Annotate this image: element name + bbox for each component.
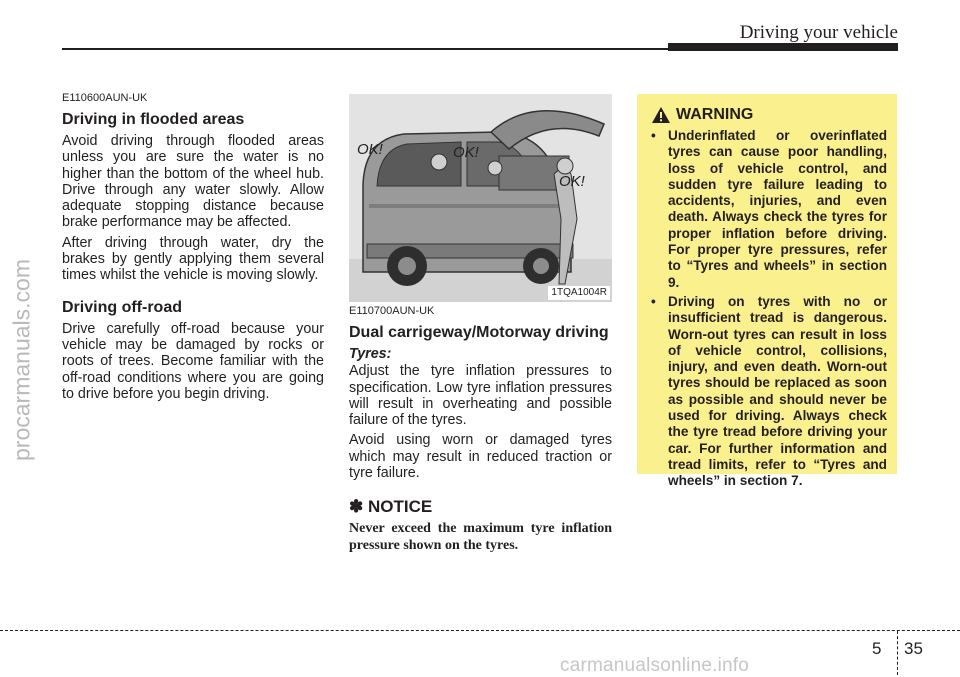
illustration-tyre-check: [349, 94, 612, 302]
heading-off-road: Driving off-road: [62, 298, 182, 316]
paragraph: Drive carefully off-road because your vehicle may be damaged by rocks or roots of trees. Become familiar with the off-road conditions where you are going to drive before you begin driving.: [62, 320, 324, 402]
ok-label: OK!: [559, 173, 585, 190]
section-code: E110700AUN-UK: [349, 305, 435, 317]
heading-motorway-driving: Dual carrigeway/Motorway driving: [349, 324, 609, 341]
notice-title: ✽ NOTICE: [349, 497, 433, 517]
notice-text: Never exceed the maximum tyre inflation pressure shown on the tyres.: [349, 520, 612, 553]
warning-item-text: Driving on tyres with no or insufficient tread is dangerous. Worn-out tyres can result in loss of vehicle control, collisions, injury, and even death. Worn-out tyres should be replaced as soon as possible and should never be used for driving. Always check the tyre tread before driving your car. For further information and tread limits, refer to “Tyres and wheels” in section 7.: [668, 293, 887, 489]
ok-label: OK!: [453, 144, 479, 161]
warning-box: [637, 94, 897, 489]
bullet-icon: •: [651, 128, 656, 143]
header-rule-bar: [668, 43, 898, 51]
warning-item: [649, 294, 887, 490]
chapter-number: 5: [872, 639, 882, 658]
warning-list: [649, 128, 887, 490]
paragraph: Avoid using worn or damaged tyres which may result in reduced traction or tyre failure.: [349, 432, 612, 482]
figure-code: 1TQA1004R: [548, 286, 610, 300]
header-rule: [62, 48, 672, 50]
footer-rule: [0, 630, 960, 631]
header-title: Driving your vehicle: [739, 22, 898, 43]
warning-triangle-icon: [652, 107, 670, 123]
heading-flooded-areas: Driving in flooded areas: [62, 111, 245, 128]
warning-title: WARNING: [676, 106, 754, 123]
watermark-bottom: carmanualsonline.info: [560, 655, 750, 676]
column-motorway: [349, 305, 612, 554]
bullet-icon: •: [651, 293, 656, 309]
warning-item-text: Underinflated or overinflated tyres can cause poor handling, loss of vehicle control, and sudden tyre failure leading to accidents, injuries, and even death. Always check the tyres for proper inflation before driving. For proper tyre pressures, refer to “Tyres and wheels” in section 9.: [668, 128, 887, 290]
page-number: 35: [904, 639, 923, 658]
subheading-tyres: Tyres:: [349, 346, 392, 362]
watermark-left: procarmanuals.com: [8, 259, 35, 461]
van-illustration: [349, 94, 612, 302]
column-flooded-offroad: [62, 92, 324, 406]
ok-label: OK!: [357, 141, 383, 158]
page-number-separator: [897, 631, 898, 675]
paragraph: Avoid driving through flooded areas unless you are sure the water is no higher than the bottom of the wheel hub. Drive through any water slowly. Allow adequate stopping distance because brake performance may be affected.: [62, 133, 324, 231]
paragraph: After driving through water, dry the brakes by gently applying them several times whilst the vehicle is moving slowly.: [62, 234, 324, 284]
section-code: E110600AUN-UK: [62, 92, 148, 104]
paragraph: Adjust the tyre inflation pressures to specification. Low tyre inflation pressures will result in overheating and possible failure of the tyres.: [349, 363, 612, 429]
warning-header: [649, 106, 887, 124]
warning-item: [649, 128, 887, 291]
